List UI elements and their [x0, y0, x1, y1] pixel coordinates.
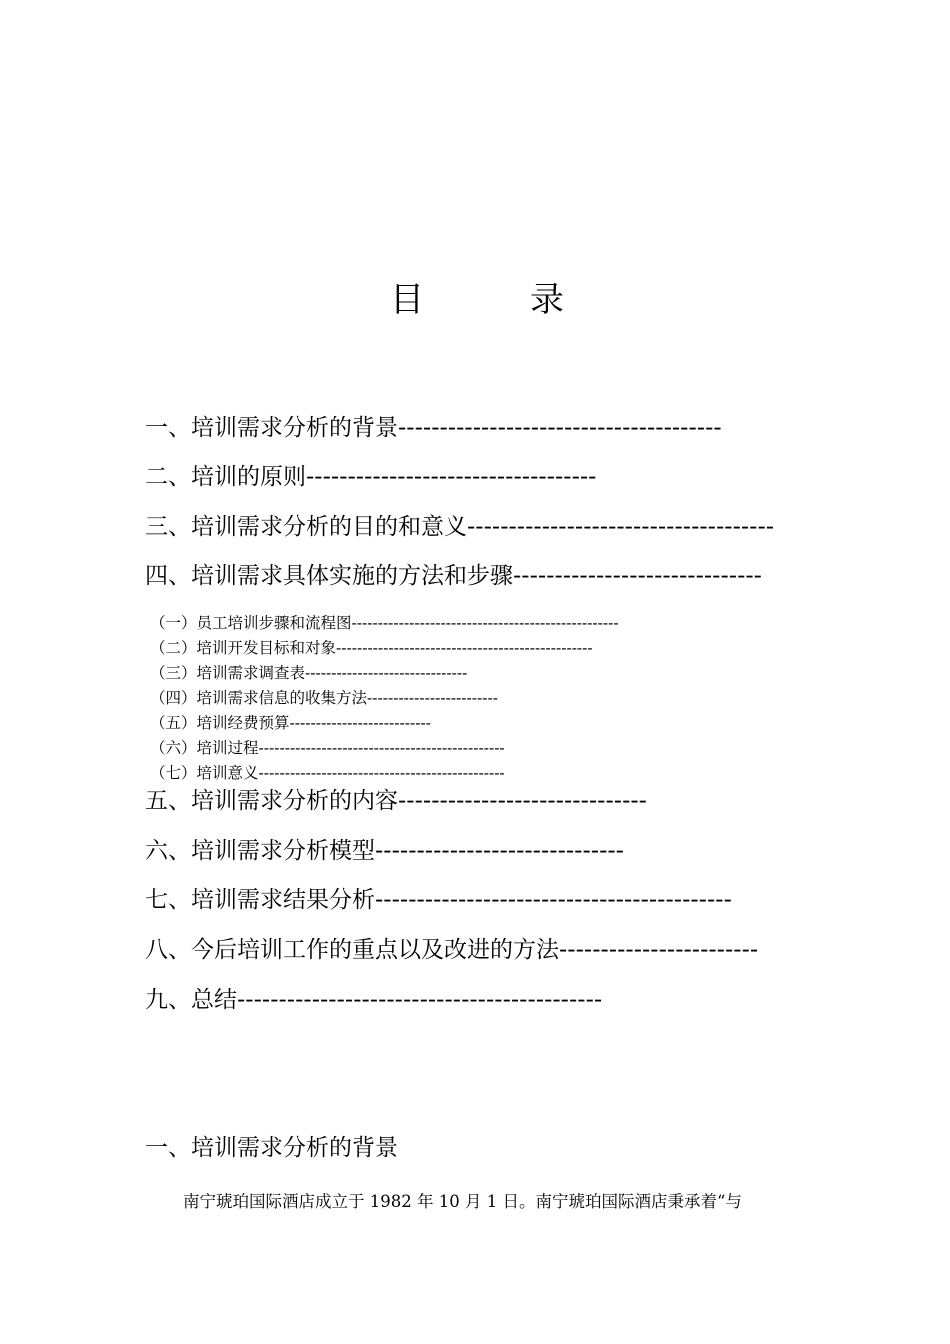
toc-leader: ----------------------------------------------- — [258, 764, 505, 782]
toc-sub-entry-5 — [150, 713, 431, 733]
toc-sub-entry-2 — [150, 638, 593, 658]
body-paragraph: 南宁琥珀国际酒店成立于 1982 年 10 月 1 日。南宁琥珀国际酒店秉承着“与 — [183, 1192, 742, 1211]
toc-entry-label: 四、培训需求具体实施的方法和步骤 — [145, 563, 513, 589]
toc-sub-entry-4 — [150, 688, 498, 708]
section-heading: 一、培训需求分析的背景 — [145, 1135, 398, 1161]
toc-leader: ----------------------------------------------- — [258, 739, 505, 757]
toc-entry-6 — [145, 836, 624, 866]
toc-title-char-1: 目 — [390, 280, 424, 320]
toc-entry-label: 七、培训需求结果分析 — [145, 887, 375, 913]
toc-leader: --------------------------- — [289, 714, 431, 732]
toc-leader: ------------------------------ — [513, 563, 762, 589]
toc-sub-label: （七）培训意义 — [150, 764, 259, 782]
toc-sub-entry-6 — [150, 738, 505, 758]
toc-entry-9 — [145, 985, 602, 1015]
toc-sub-entry-7 — [150, 763, 505, 783]
toc-entry-label: 二、培训的原则 — [145, 464, 306, 490]
toc-sub-label: （五）培训经费预算 — [150, 714, 290, 732]
toc-leader: ------------------------------ — [375, 838, 624, 864]
toc-leader: ------------------------------- — [305, 664, 468, 682]
toc-sub-label: （二）培训开发目标和对象 — [150, 639, 337, 657]
toc-leader: ------------------------------------------------- — [336, 639, 593, 657]
toc-entry-label: 六、培训需求分析模型 — [145, 838, 375, 864]
toc-entry-3 — [145, 512, 774, 542]
toc-leader: --------------------------------------------------- — [351, 614, 619, 632]
toc-entry-7 — [145, 885, 732, 915]
toc-sub-entry-3 — [150, 663, 467, 683]
toc-leader: ------------------------- — [367, 689, 498, 707]
toc-leader: --------------------------------------- — [398, 415, 722, 441]
toc-entry-label: 九、总结 — [145, 987, 237, 1013]
toc-leader: ------------------------------------------- — [375, 887, 732, 913]
toc-sub-label: （四）培训需求信息的收集方法 — [150, 689, 368, 707]
toc-leader: -------------------------------------------- — [237, 987, 603, 1013]
toc-leader: ----------------------------------- — [306, 464, 597, 490]
toc-title-char-2: 录 — [530, 280, 564, 320]
toc-entry-4 — [145, 561, 762, 591]
toc-entry-label: 五、培训需求分析的内容 — [145, 788, 398, 814]
toc-leader: ------------------------ — [559, 937, 759, 963]
toc-entry-label: 三、培训需求分析的目的和意义 — [145, 514, 467, 540]
toc-entry-2 — [145, 462, 596, 492]
toc-entry-label: 八、今后培训工作的重点以及改进的方法 — [145, 937, 559, 963]
toc-entry-1 — [145, 413, 722, 443]
toc-entry-8 — [145, 935, 758, 965]
toc-sub-label: （六）培训过程 — [150, 739, 259, 757]
toc-entry-5 — [145, 786, 647, 816]
toc-sub-label: （三）培训需求调查表 — [150, 664, 306, 682]
toc-leader: ------------------------------------- — [467, 514, 775, 540]
toc-leader: ------------------------------ — [398, 788, 647, 814]
toc-sub-entry-1 — [150, 613, 619, 633]
toc-sub-label: （一）员工培训步骤和流程图 — [150, 614, 352, 632]
toc-entry-label: 一、培训需求分析的背景 — [145, 415, 398, 441]
